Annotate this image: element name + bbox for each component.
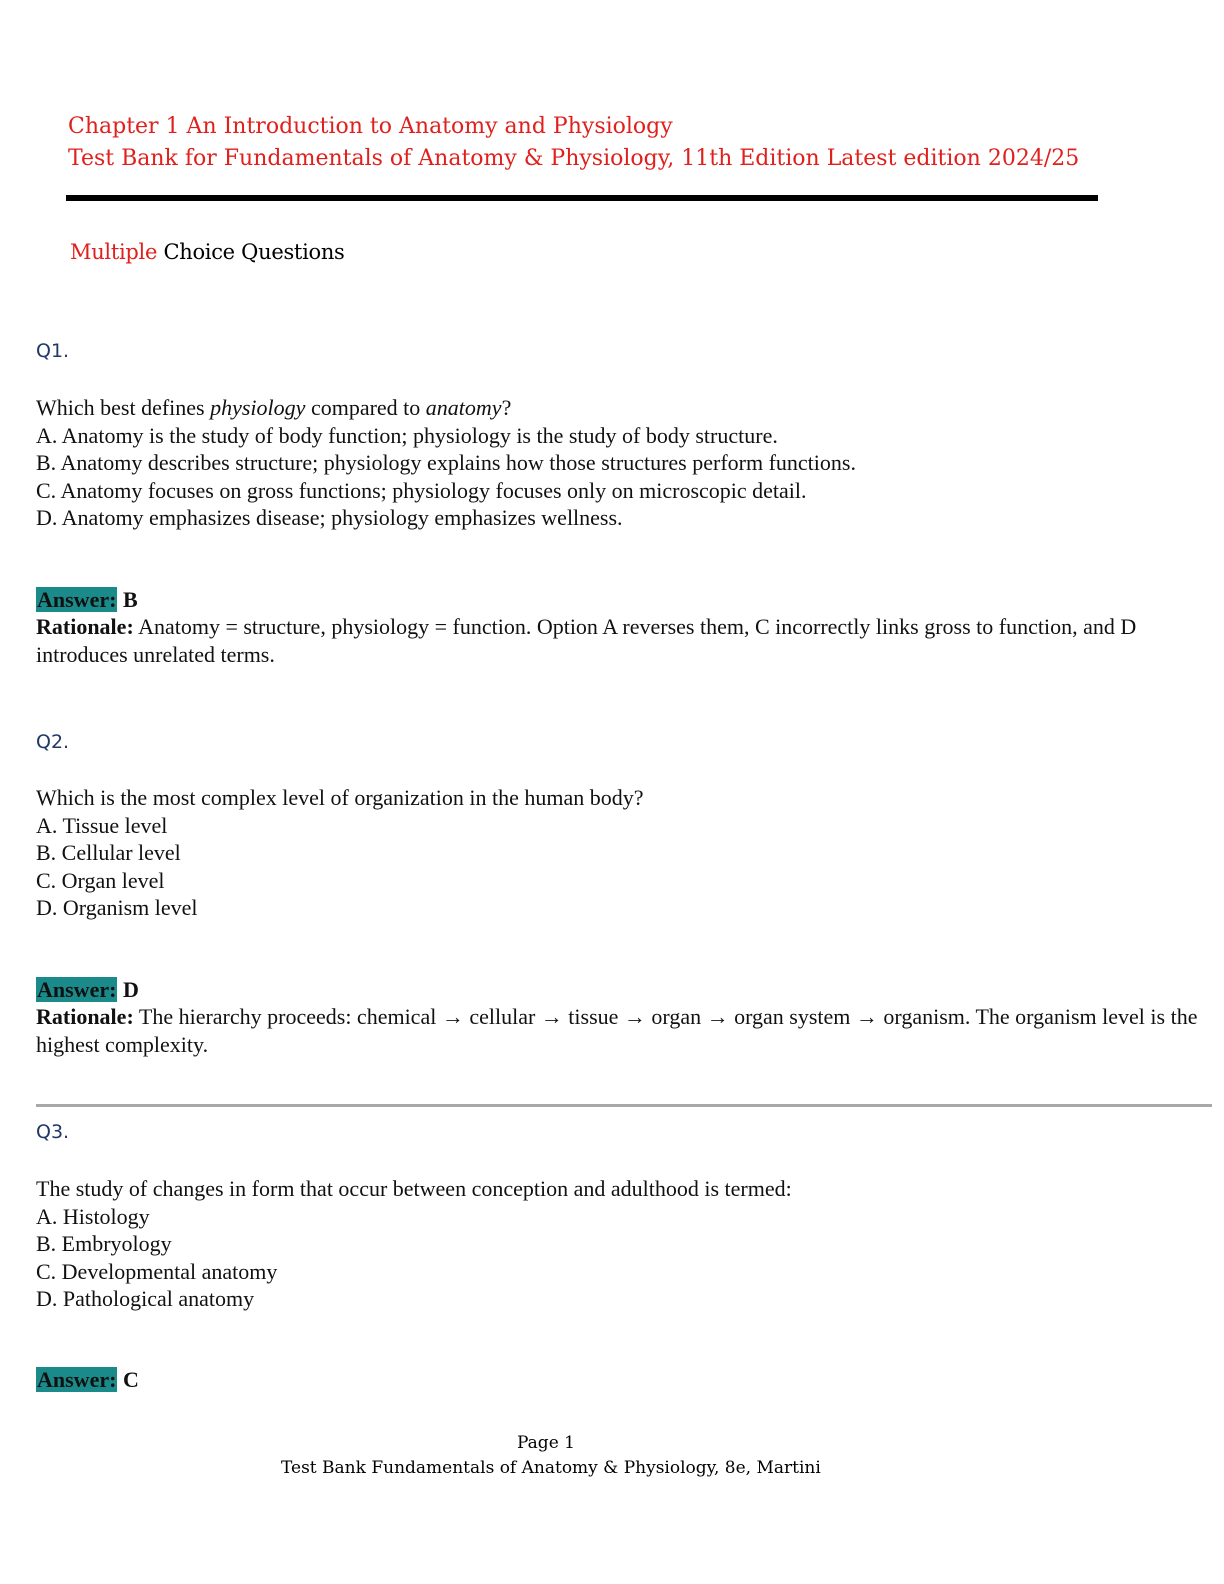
chapter-title: Chapter 1 An Introduction to Anatomy and Physiology (68, 114, 673, 139)
answer-line (36, 586, 138, 613)
option-d: D. Organism level (36, 895, 198, 920)
answer-value: C (122, 1367, 139, 1392)
question-body (36, 1175, 1206, 1313)
rationale-text: Anatomy = structure, physiology = function. Option A reverses them, C incorrectly links gross to function, and D introduces unrelated terms. (36, 614, 1137, 667)
stem-text: compared to (305, 395, 426, 420)
option-a: A. Anatomy is the study of body function; physiology is the study of body structure. (36, 422, 778, 448)
stem-emphasis: physiology (210, 395, 306, 420)
question-stem: The study of changes in form that occur between conception and adulthood is termed: (36, 1176, 792, 1201)
question-body (36, 784, 1206, 922)
rationale-label: Rationale: (36, 614, 134, 639)
stem-text: Which best defines (36, 395, 211, 420)
option-b: B. Embryology (36, 1231, 172, 1256)
answer-tag: Answer: (37, 1367, 117, 1392)
document-subtitle: Test Bank for Fundamentals of Anatomy & Physiology, 11th Edition Latest edition 2024/25 (68, 146, 1080, 171)
answer-tag: Answer: (37, 977, 117, 1002)
rationale-text: The hierarchy proceeds: chemical → cellular → tissue → organ → organ system → organism. The organism level is the highest complexity. (36, 1004, 1198, 1057)
section-title (70, 240, 345, 264)
option-c: C. Anatomy focuses on gross functions; physiology focuses only on microscopic detail. (36, 477, 807, 503)
header-rule (66, 195, 1098, 201)
answer-value: B (122, 587, 138, 612)
answer-line (36, 1366, 139, 1393)
question-label: Q3. (36, 1121, 70, 1143)
option-a: A. Tissue level (36, 812, 168, 838)
footer-source: Test Bank Fundamentals of Anatomy & Physiology, 8e, Martini (281, 1458, 821, 1478)
question-divider (36, 1104, 1212, 1107)
section-title-rest: Choice Questions (157, 240, 345, 264)
stem-text: ? (501, 395, 512, 420)
option-c: C. Organ level (36, 867, 165, 893)
option-c: C. Developmental anatomy (36, 1258, 278, 1284)
question-label: Q2. (36, 731, 70, 753)
rationale (36, 613, 1216, 669)
rationale-label: Rationale: (36, 1004, 134, 1029)
answer-value: D (122, 977, 139, 1002)
answer-tag: Answer: (37, 587, 117, 612)
rationale (36, 1003, 1216, 1059)
option-b: B. Cellular level (36, 840, 181, 865)
question-body (36, 394, 1206, 532)
option-a: A. Histology (36, 1203, 150, 1229)
option-b: B. Anatomy describes structure; physiology explains how those structures perform functions. (36, 450, 856, 475)
answer-line (36, 976, 139, 1003)
option-d: D. Anatomy emphasizes disease; physiology emphasizes wellness. (36, 505, 623, 530)
stem-emphasis: anatomy (425, 395, 502, 420)
option-d: D. Pathological anatomy (36, 1286, 255, 1311)
page-number: Page 1 (517, 1433, 575, 1453)
document-header (68, 111, 1128, 175)
section-title-highlight: Multiple (70, 240, 158, 264)
question-label: Q1. (36, 340, 70, 362)
question-stem: Which is the most complex level of organization in the human body? (36, 785, 644, 810)
question-stem (36, 394, 1206, 422)
